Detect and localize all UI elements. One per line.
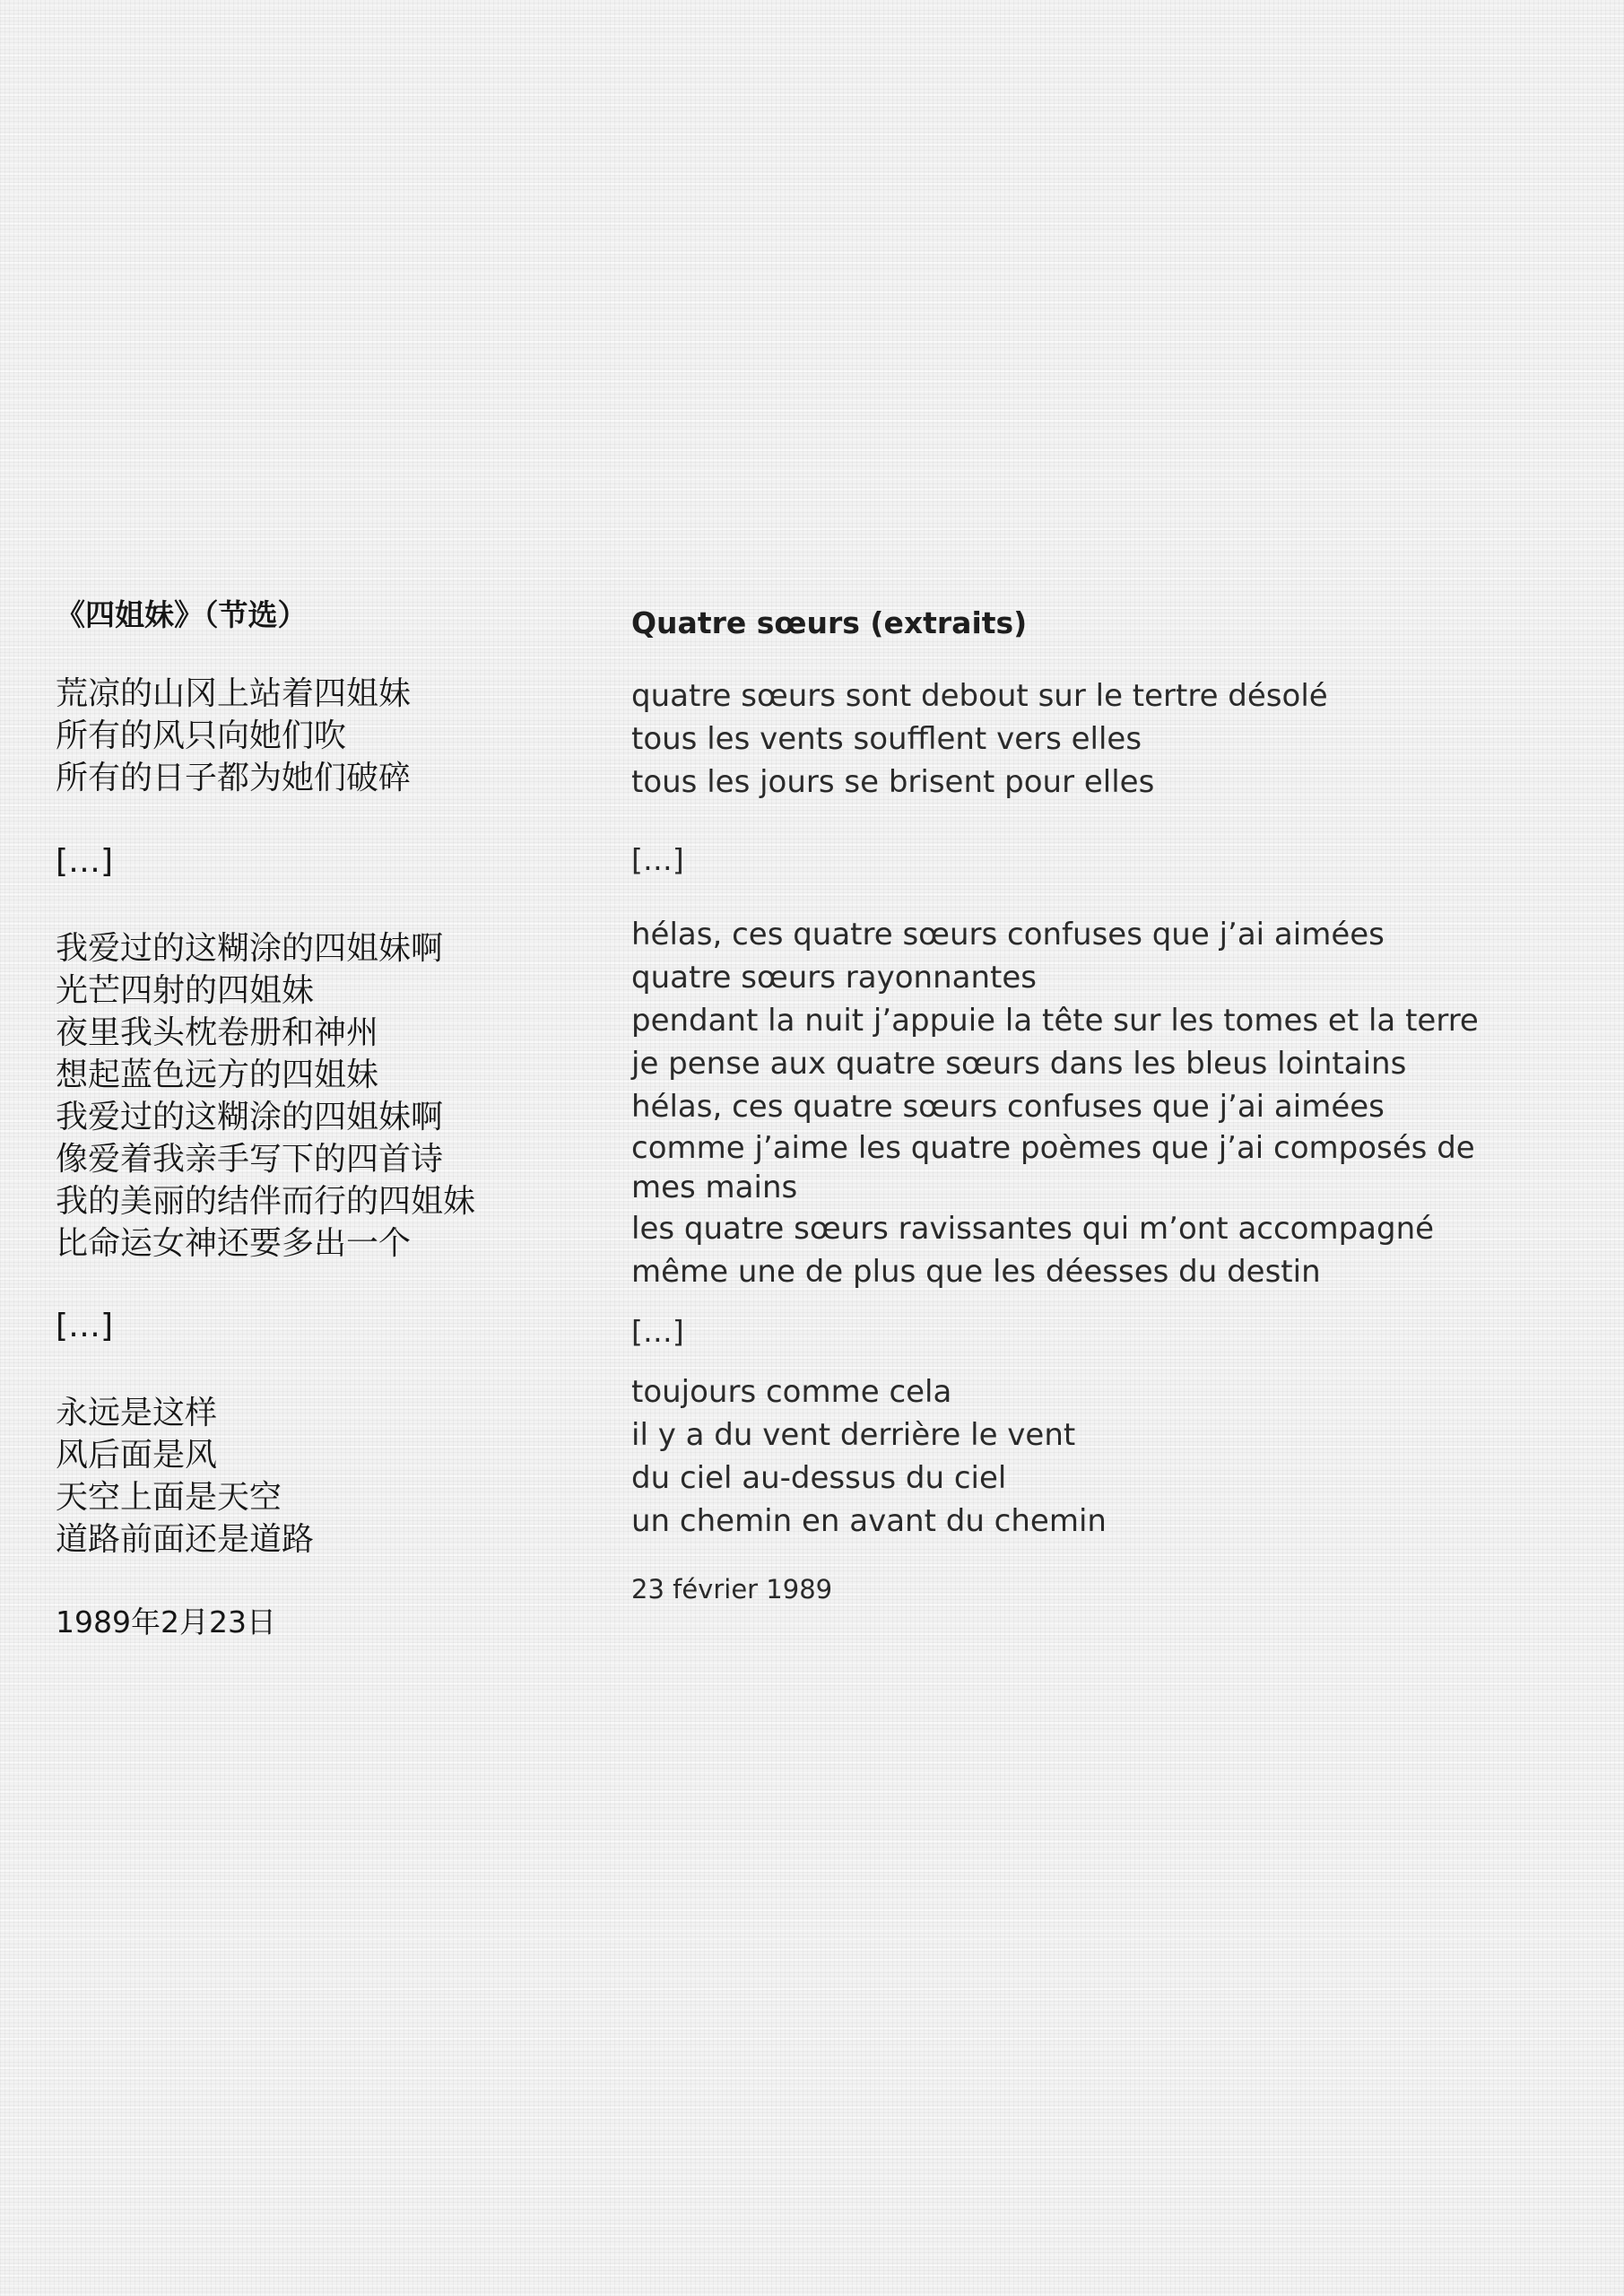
french-line: il y a du vent derrière le vent: [631, 1417, 1076, 1453]
french-line: les quatre sœurs ravissantes qui m’ont accompagné: [631, 1211, 1435, 1247]
chinese-line: 夜里我头枕卷册和神州: [56, 1014, 379, 1051]
chinese-stanza-2: [56, 927, 594, 1265]
french-line: je pense aux quatre sœurs dans les bleus lointains: [631, 1046, 1407, 1082]
chinese-stanza-3: [56, 1392, 594, 1561]
french-ellipsis-1: […]: [631, 842, 684, 877]
chinese-line: 所有的风只向她们吹: [56, 718, 347, 754]
french-stanza-3: [631, 1370, 1537, 1543]
french-line: même une de plus que les déesses du destin: [631, 1254, 1321, 1290]
chinese-line: 比命运女神还要多出一个: [56, 1225, 412, 1262]
chinese-line: 我爱过的这糊涂的四姐妹啊: [56, 930, 444, 967]
french-line: du ciel au-dessus du ciel: [631, 1460, 1007, 1496]
chinese-line: 永远是这样: [56, 1395, 218, 1431]
french-line: un chemin en avant du chemin: [631, 1503, 1107, 1539]
chinese-line: 我的美丽的结伴而行的四姐妹: [56, 1183, 476, 1220]
french-poem-title: Quatre sœurs (extraits): [631, 605, 1028, 640]
chinese-line: 想起蓝色远方的四姐妹: [56, 1057, 379, 1093]
french-poem-column: [631, 601, 1537, 1609]
french-line: tous les jours se brisent pour elles: [631, 764, 1155, 800]
french-stanza-1: [631, 674, 1537, 804]
chinese-line: 所有的日子都为她们破碎: [56, 760, 412, 796]
french-line: quatre sœurs rayonnantes: [631, 960, 1037, 996]
chinese-line: 光芒四射的四姐妹: [56, 972, 315, 1009]
chinese-line: 风后面是风: [56, 1437, 218, 1474]
chinese-line: 荒凉的山冈上站着四姐妹: [56, 675, 412, 712]
french-line: hélas, ces quatre sœurs confuses que j’ai aimées: [631, 1089, 1385, 1125]
french-line: toujours comme cela: [631, 1374, 952, 1410]
french-line: comme j’aime les quatre poèmes que j’ai composés de mes mains: [631, 1130, 1475, 1205]
chinese-line: 我爱过的这糊涂的四姐妹啊: [56, 1099, 444, 1135]
french-line: quatre sœurs sont debout sur le tertre désolé: [631, 678, 1328, 714]
chinese-poem-title: 《四姐妹》（节选）: [56, 597, 308, 632]
chinese-line: 道路前面还是道路: [56, 1521, 315, 1558]
chinese-line: 天空上面是天空: [56, 1479, 282, 1516]
french-poem-date: 23 février 1989: [631, 1574, 833, 1605]
chinese-poem-date: 1989年2月23日: [56, 1605, 276, 1639]
chinese-poem-column: [56, 594, 594, 1643]
chinese-stanza-1: [56, 673, 594, 799]
french-ellipsis-2: […]: [631, 1314, 684, 1349]
chinese-ellipsis-1: […]: [56, 843, 114, 880]
french-line: pendant la nuit j’appuie la tête sur les tomes et la terre: [631, 1003, 1479, 1039]
chinese-ellipsis-2: […]: [56, 1308, 114, 1344]
french-stanza-2: [631, 913, 1537, 1293]
french-line: tous les vents soufflent vers elles: [631, 721, 1142, 757]
french-line: hélas, ces quatre sœurs confuses que j’ai aimées: [631, 917, 1385, 952]
chinese-line: 像爱着我亲手写下的四首诗: [56, 1141, 444, 1178]
